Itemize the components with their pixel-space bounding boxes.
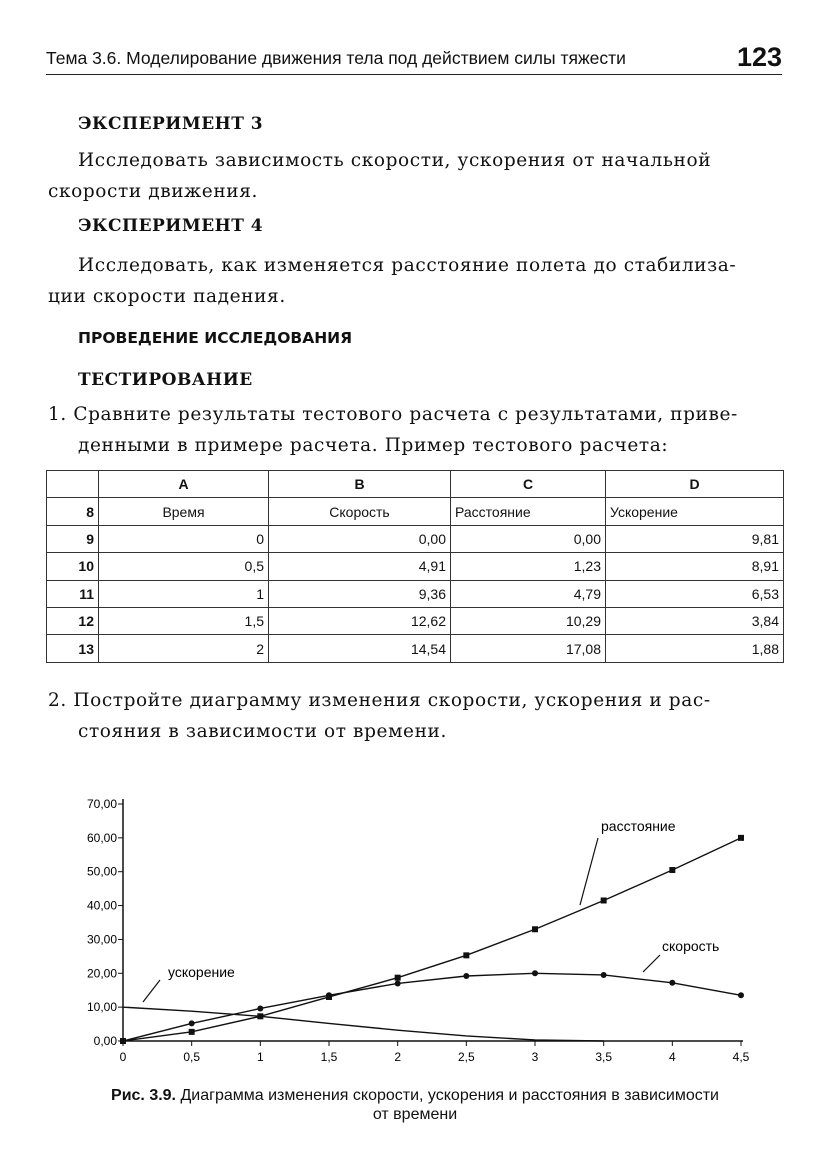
chart-labels — [143, 818, 719, 1002]
x-tick-label: 4,5 — [732, 1050, 750, 1064]
experiment-4-text — [48, 250, 780, 312]
data-point-square — [189, 1029, 195, 1035]
text-line: Исследовать зависимость скорости, ускорения от начальной — [78, 150, 712, 171]
table-cell: 14,54 — [269, 635, 451, 662]
table-cell: 4,91 — [269, 553, 451, 580]
table-cell: 17,08 — [451, 635, 606, 662]
spreadsheet-table — [46, 470, 784, 663]
x-tick-label: 1 — [256, 1050, 264, 1064]
y-tick-label: 60,00 — [86, 830, 117, 845]
experiment-4-title: ЭКСПЕРИМЕНТ 4 — [78, 216, 264, 236]
y-tick-label: 70,00 — [86, 797, 117, 811]
caption-text: от времени — [372, 1106, 458, 1123]
table-cell: 1,88 — [606, 635, 784, 662]
x-tick-label: 2 — [394, 1050, 402, 1064]
table-cell: 12,62 — [269, 607, 451, 634]
header-cell: Расстояние — [451, 498, 606, 525]
x-tick-label: 3 — [531, 1050, 539, 1064]
item-1 — [48, 399, 780, 461]
y-tick-label: 40,00 — [86, 898, 117, 913]
experiment-3-text — [48, 145, 780, 207]
leader-line — [643, 955, 660, 972]
row-number: 10 — [47, 553, 99, 580]
table-row — [47, 553, 784, 580]
leader-line — [580, 838, 598, 905]
table-cell: 3,84 — [606, 607, 784, 634]
column-letter: C — [451, 471, 606, 498]
table-cell: 0,00 — [451, 525, 606, 552]
chart-axes — [87, 797, 750, 1064]
data-point-square — [463, 952, 469, 958]
column-letter: B — [269, 471, 451, 498]
table-header-row — [47, 498, 784, 525]
data-point-square — [395, 975, 401, 981]
table-cell: 1 — [99, 580, 269, 607]
text-line: скорости движения. — [48, 181, 258, 202]
data-point-square — [601, 897, 607, 903]
table-cell: 0,00 — [269, 525, 451, 552]
row-number: 8 — [47, 498, 99, 525]
y-tick-label: 20,00 — [86, 966, 117, 981]
testing-heading: ТЕСТИРОВАНИЕ — [78, 370, 253, 390]
table-row — [47, 635, 784, 662]
header-title: Тема 3.6. Моделирование движения тела под действием силы тяжести — [46, 48, 626, 68]
data-point-square — [738, 835, 744, 841]
y-tick-label: 50,00 — [86, 864, 117, 879]
running-header — [46, 44, 782, 75]
header-cell: Ускорение — [606, 498, 784, 525]
row-number: 13 — [47, 635, 99, 662]
row-number: 9 — [47, 525, 99, 552]
header-cell: Скорость — [269, 498, 451, 525]
x-tick-label: 0 — [119, 1050, 127, 1064]
leader-line — [143, 980, 160, 1002]
data-point-circle — [189, 1020, 195, 1026]
item-2 — [48, 685, 780, 747]
column-letter: A — [99, 471, 269, 498]
experiment-3-title: ЭКСПЕРИМЕНТ 3 — [78, 114, 264, 134]
table-cell: 9,36 — [269, 580, 451, 607]
text-line: Исследовать, как изменяется расстояние полета до стабилиза- — [78, 255, 737, 276]
text-line: ции скорости падения. — [48, 286, 286, 307]
text-line: Сравните результаты тестового расчета с результатами, приве- — [73, 404, 738, 425]
data-point-circle — [532, 970, 538, 976]
data-point-square — [669, 867, 675, 873]
table-row — [47, 580, 784, 607]
table-cell: 9,81 — [606, 525, 784, 552]
section-heading: ПРОВЕДЕНИЕ ИССЛЕДОВАНИЯ — [78, 329, 353, 347]
series-line-0 — [123, 838, 741, 1041]
table-cell: 10,29 — [451, 607, 606, 634]
table-cell: 0,5 — [99, 553, 269, 580]
item-number: 2. — [48, 690, 67, 711]
line-chart — [0, 780, 829, 1080]
series-line-1 — [123, 973, 741, 1041]
header-cell: Время — [99, 498, 269, 525]
table-cell: 0 — [99, 525, 269, 552]
table-cell: 1,5 — [99, 607, 269, 634]
x-tick-label: 3,5 — [595, 1050, 613, 1064]
x-tick-label: 0,5 — [183, 1050, 201, 1064]
column-letter: D — [606, 471, 784, 498]
x-tick-label: 2,5 — [457, 1050, 475, 1064]
caption-text: Диаграмма изменения скорости, ускорения и расстояния в зависимости — [176, 1087, 719, 1104]
series-label: расстояние — [601, 818, 676, 834]
table-cell: 2 — [99, 635, 269, 662]
item-number: 1. — [48, 404, 67, 425]
data-point-circle — [463, 973, 469, 979]
data-point-circle — [669, 980, 675, 986]
data-point-circle — [601, 972, 607, 978]
series-line-2 — [123, 1007, 604, 1041]
x-tick-label: 4 — [668, 1050, 676, 1064]
table-cell: 8,91 — [606, 553, 784, 580]
column-letter-row — [47, 471, 784, 498]
y-tick-label: 0,00 — [93, 1034, 117, 1048]
corner-cell — [47, 471, 99, 498]
data-point-circle — [120, 1038, 126, 1044]
table-cell: 6,53 — [606, 580, 784, 607]
data-point-circle — [257, 1005, 263, 1011]
figure-caption — [40, 1086, 790, 1124]
page-number: 123 — [736, 42, 782, 72]
row-number: 11 — [47, 580, 99, 607]
caption-label: Рис. 3.9. — [111, 1087, 176, 1104]
data-point-circle — [395, 980, 401, 986]
text-line: денными в примере расчета. Пример тестового расчета: — [78, 435, 669, 456]
series-label: ускорение — [168, 964, 235, 980]
data-point-circle — [738, 992, 744, 998]
data-point-square — [532, 926, 538, 932]
series-label: скорость — [662, 938, 720, 954]
y-tick-label: 10,00 — [86, 1000, 117, 1015]
y-tick-label: 30,00 — [86, 932, 117, 947]
data-point-circle — [326, 992, 332, 998]
table-row — [47, 607, 784, 634]
table-cell: 4,79 — [451, 580, 606, 607]
table-cell: 1,23 — [451, 553, 606, 580]
x-tick-label: 1,5 — [320, 1050, 338, 1064]
row-number: 12 — [47, 607, 99, 634]
text-line: стояния в зависимости от времени. — [78, 721, 447, 742]
text-line: Постройте диаграмму изменения скорости, ускорения и рас- — [73, 690, 711, 711]
table-row — [47, 525, 784, 552]
chart-series — [120, 835, 744, 1044]
